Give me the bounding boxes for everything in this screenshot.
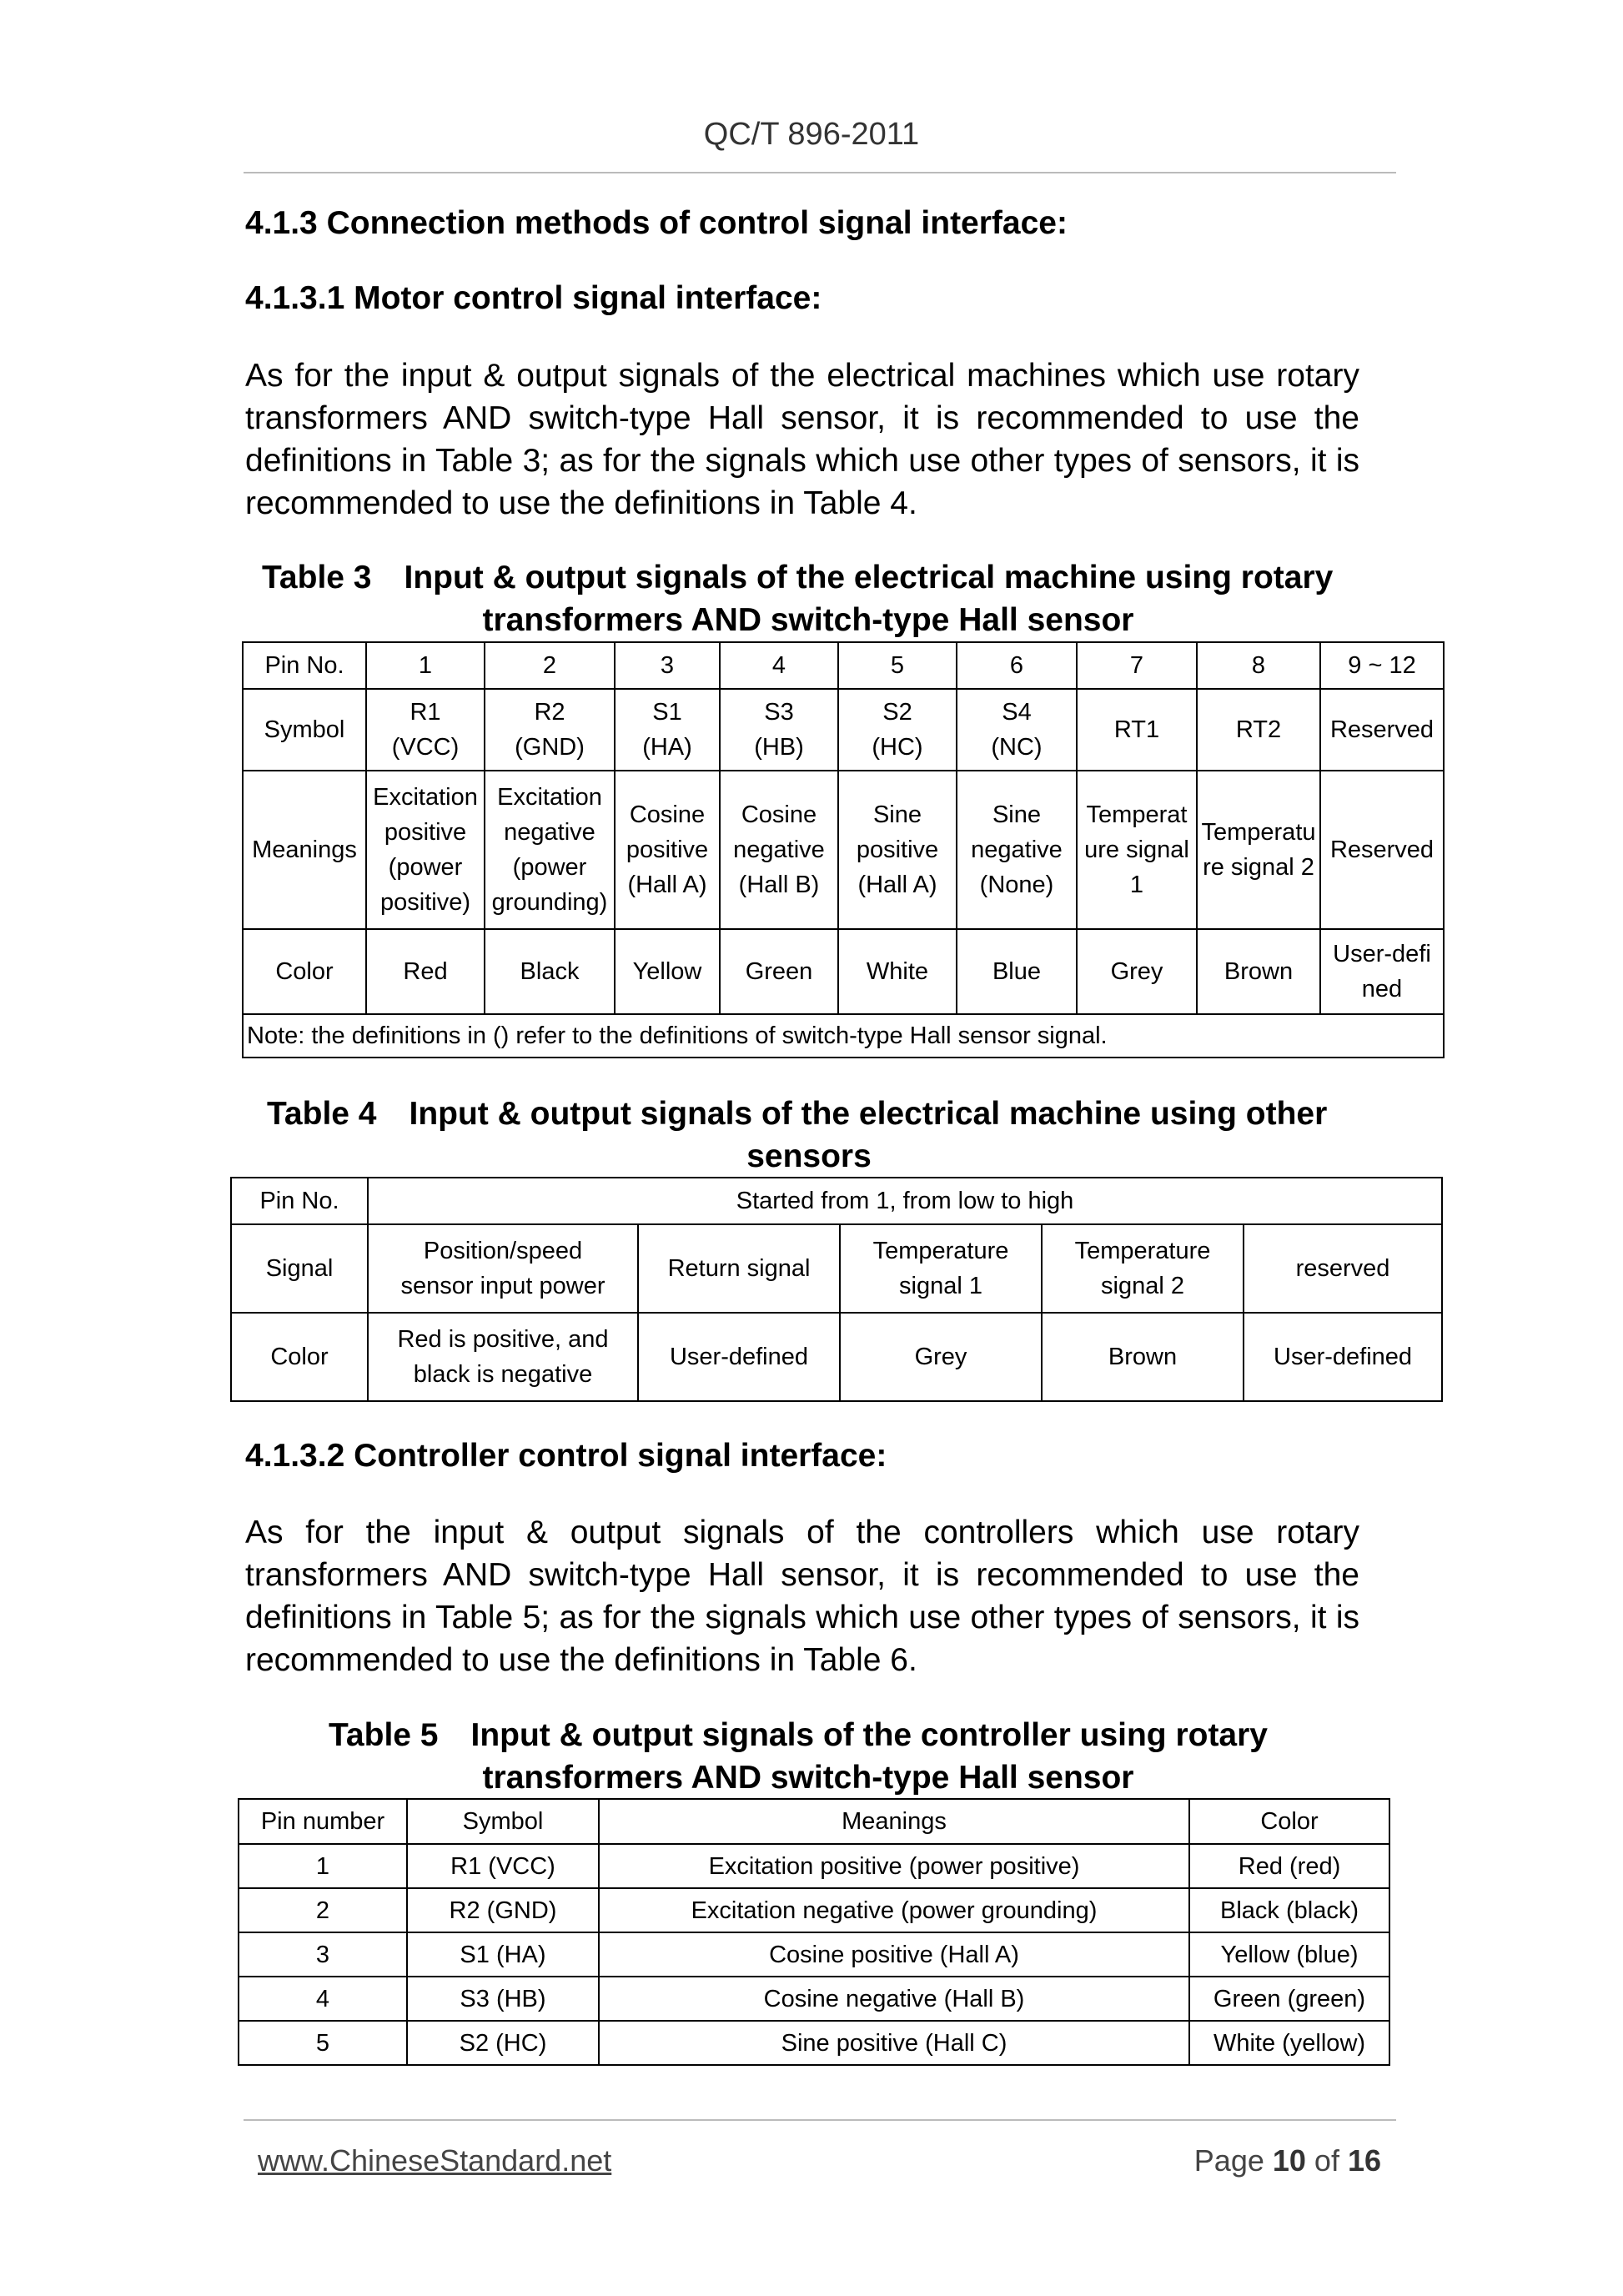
table5-header-cell: Color — [1189, 1799, 1389, 1844]
table5-cell: Yellow (blue) — [1189, 1932, 1389, 1977]
table3-color-cell — [615, 929, 720, 1014]
cell-line: reserved — [1295, 1255, 1390, 1282]
cell-line: grounding) — [491, 889, 608, 916]
table5-cell: 1 — [239, 1844, 407, 1888]
section-heading-4-1-3-1: 4.1.3.1 Motor control signal interface: — [245, 280, 822, 316]
table5-cell: S2 (HC) — [407, 2021, 599, 2065]
cell-line: User-defi — [1333, 941, 1431, 967]
table3-symbol-row — [243, 689, 1444, 771]
table3-color-cell — [1197, 929, 1320, 1014]
table5-header-cell: Meanings — [599, 1799, 1189, 1844]
table4-color-cell — [1244, 1313, 1442, 1401]
cell-line: S3 — [764, 699, 794, 726]
paragraph-line: transformers AND switch-type Hall sensor, it is recommended to use the — [245, 1557, 1359, 1593]
cell-line: Red is positive, and — [397, 1326, 609, 1353]
table3-symbol-label: Symbol — [243, 689, 366, 771]
cell-line: RT2 — [1235, 716, 1282, 743]
cell-line: R1 — [410, 699, 441, 726]
cell-line: positive — [384, 819, 467, 846]
table3-pin-cell: 2 — [485, 642, 615, 689]
cell-line: S4 — [1002, 699, 1032, 726]
section-heading-4-1-3: 4.1.3 Connection methods of control signal interface: — [245, 205, 1068, 241]
table3-note-row — [243, 1014, 1444, 1058]
table5-cell: Sine positive (Hall C) — [599, 2021, 1189, 2065]
table3-pin-row — [243, 642, 1444, 689]
table5-cell: R1 (VCC) — [407, 1844, 599, 1888]
paragraph-line: transformers AND switch-type Hall sensor, it is recommended to use the — [245, 400, 1359, 436]
table5-cell: Green (green) — [1189, 1977, 1389, 2021]
table3-caption-line2: transformers AND switch-type Hall sensor — [482, 602, 1134, 638]
table5-cell: 5 — [239, 2021, 407, 2065]
cell-line: (Hall A) — [857, 872, 937, 898]
table3-caption — [262, 556, 1354, 641]
table3-pin-cell: 5 — [838, 642, 957, 689]
table5-cell: Excitation positive (power positive) — [599, 1844, 1189, 1888]
table5-caption-line1: Table 5 Input & output signals of the controller using rotary — [329, 1717, 1268, 1753]
table3-meaning-cell — [1077, 771, 1197, 929]
cell-line: Cosine — [741, 801, 817, 828]
cell-line: User-defined — [669, 1344, 809, 1370]
footer-divider — [244, 2119, 1396, 2121]
paragraph-line: definitions in Table 3; as for the signals which use other types of sensors, it is — [245, 443, 1359, 479]
table3-color-cell — [485, 929, 615, 1014]
table3-meaning-cell — [1320, 771, 1444, 929]
table3-pin-label: Pin No. — [243, 642, 366, 689]
cell-line: (power — [512, 854, 587, 881]
table3-pin-cell: 9 ~ 12 — [1320, 642, 1444, 689]
table3-symbol-cell — [615, 689, 720, 771]
paragraph-line: As for the input & output signals of the electrical machines which use rotary — [245, 358, 1359, 394]
table4-color-cell — [1042, 1313, 1244, 1401]
table3-symbol-cell — [720, 689, 838, 771]
table4-caption-line2: sensors — [746, 1138, 872, 1174]
table5-cell: Cosine negative (Hall B) — [599, 1977, 1189, 2021]
table3-symbol-cell — [1077, 689, 1197, 771]
page-header-doc-id: QC/T 896-2011 — [703, 117, 920, 152]
table4-caption-line1: Table 4 Input & output signals of the electrical machine using other — [267, 1096, 1328, 1132]
table5 — [238, 1798, 1390, 2066]
table3-pin-cell: 4 — [720, 642, 838, 689]
table3-meaning-cell — [485, 771, 615, 929]
paragraph-line: recommended to use the definitions in Table 4. — [245, 485, 917, 521]
table-row — [239, 1844, 1389, 1888]
cell-line: re signal 2 — [1203, 854, 1314, 881]
cell-line: negative — [733, 837, 825, 863]
table-row — [239, 1932, 1389, 1977]
table4-color-row — [231, 1313, 1442, 1401]
table4-signal-cell — [368, 1224, 638, 1313]
cell-line: Sine — [872, 801, 922, 828]
cell-line: black is negative — [413, 1361, 593, 1388]
cell-line: ure signal — [1084, 837, 1189, 863]
table3-meanings-label: Meanings — [243, 771, 366, 929]
table3-meanings-row — [243, 771, 1444, 929]
cell-line: Temperat — [1086, 801, 1188, 828]
table3-symbol-cell — [485, 689, 615, 771]
table3-color-cell — [957, 929, 1077, 1014]
cell-line: (Hall B) — [738, 872, 820, 898]
table5-cell: S3 (HB) — [407, 1977, 599, 2021]
cell-line: positive — [626, 837, 709, 863]
cell-line: (NC) — [991, 734, 1043, 761]
table3-meaning-cell — [720, 771, 838, 929]
table5-caption-line2: transformers AND switch-type Hall sensor — [482, 1760, 1134, 1796]
cell-line: Green — [745, 958, 813, 985]
section-heading-4-1-3-2: 4.1.3.2 Controller control signal interface: — [245, 1438, 887, 1474]
table4-pin-label: Pin No. — [231, 1178, 368, 1224]
table4-pin-value: Started from 1, from low to high — [368, 1178, 1442, 1224]
table3-symbol-cell — [1197, 689, 1320, 771]
table5-header-cell: Pin number — [239, 1799, 407, 1844]
cell-line: Position/speed — [423, 1238, 583, 1264]
table5-header-row — [239, 1799, 1389, 1844]
paragraph-line: As for the input & output signals of the controllers which use rotary — [245, 1515, 1359, 1550]
table4-caption — [267, 1093, 1351, 1178]
table3-meaning-cell — [366, 771, 485, 929]
table-row — [239, 1977, 1389, 2021]
cell-line: S2 — [882, 699, 912, 726]
cell-line: Black — [520, 958, 580, 985]
table3-pin-cell: 8 — [1197, 642, 1320, 689]
table4-signal-cell — [638, 1224, 840, 1313]
table3-pin-cell: 6 — [957, 642, 1077, 689]
table5-cell: White (yellow) — [1189, 2021, 1389, 2065]
cell-line: Grey — [1110, 958, 1163, 985]
cell-line: ned — [1361, 976, 1403, 1002]
table3-pin-cell: 7 — [1077, 642, 1197, 689]
cell-line: signal 1 — [899, 1273, 982, 1299]
table-row — [239, 2021, 1389, 2065]
table3 — [242, 641, 1445, 1058]
cell-line: Temperature — [1074, 1238, 1211, 1264]
cell-line: RT1 — [1113, 716, 1160, 743]
paragraph-controller-signals — [245, 1511, 1359, 1681]
cell-line: 1 — [1129, 872, 1144, 898]
table3-note: Note: the definitions in () refer to the definitions of switch-type Hall sensor signal. — [243, 1014, 1444, 1058]
cell-line: sensor input power — [400, 1273, 605, 1299]
table3-caption-line1: Table 3 Input & output signals of the electrical machine using rotary — [262, 560, 1334, 595]
cell-line: (VCC) — [391, 734, 460, 761]
cell-line: Excitation — [373, 784, 478, 811]
table5-cell: Excitation negative (power grounding) — [599, 1888, 1189, 1932]
paragraph-line: definitions in Table 5; as for the signals which use other types of sensors, it is — [245, 1600, 1359, 1635]
table3-meaning-cell — [957, 771, 1077, 929]
cell-line: Blue — [992, 958, 1042, 985]
table3-pin-cell: 3 — [615, 642, 720, 689]
table-row — [239, 1888, 1389, 1932]
paragraph-motor-signals — [245, 354, 1359, 525]
table4-signal-row — [231, 1224, 1442, 1313]
table4-signal-cell — [1042, 1224, 1244, 1313]
cell-line: User-defined — [1274, 1344, 1413, 1370]
table5-caption — [329, 1714, 1288, 1799]
cell-line: (HC) — [872, 734, 923, 761]
table5-cell: Red (red) — [1189, 1844, 1389, 1888]
table5-cell: 2 — [239, 1888, 407, 1932]
table3-color-label: Color — [243, 929, 366, 1014]
table4-signal-cell — [840, 1224, 1042, 1313]
table3-meaning-cell — [1197, 771, 1320, 929]
table3-symbol-cell — [957, 689, 1077, 771]
table4-pin-row — [231, 1178, 1442, 1224]
cell-line: (HA) — [642, 734, 692, 761]
cell-line: Yellow — [632, 958, 702, 985]
cell-line: signal 2 — [1101, 1273, 1184, 1299]
table3-color-cell — [720, 929, 838, 1014]
table5-cell: 4 — [239, 1977, 407, 2021]
cell-line: R2 — [534, 699, 565, 726]
cell-line: (HB) — [754, 734, 804, 761]
page-total: 16 — [1347, 2143, 1381, 2178]
cell-line: White — [866, 958, 929, 985]
cell-line: Grey — [914, 1344, 967, 1370]
table4-color-cell — [638, 1313, 840, 1401]
table4 — [230, 1177, 1443, 1402]
table3-color-cell — [1077, 929, 1197, 1014]
paragraph-line: recommended to use the definitions in Table 6. — [245, 1642, 917, 1678]
table4-signal-label: Signal — [231, 1224, 368, 1313]
page-number: 10 — [1272, 2143, 1306, 2178]
table4-color-cell — [840, 1313, 1042, 1401]
cell-line: Brown — [1224, 958, 1294, 985]
page-prefix: Page — [1193, 2143, 1273, 2178]
table3-meaning-cell — [838, 771, 957, 929]
table3-color-cell — [1320, 929, 1444, 1014]
table3-pin-cell: 1 — [366, 642, 485, 689]
table3-color-cell — [366, 929, 485, 1014]
cell-line: (GND) — [515, 734, 585, 761]
cell-line: negative — [504, 819, 595, 846]
cell-line: Reserved — [1329, 837, 1435, 863]
cell-line: (Hall A) — [627, 872, 707, 898]
cell-line: Red — [403, 958, 448, 985]
cell-line: Reserved — [1329, 716, 1435, 743]
footer-page-indicator — [1194, 2143, 1381, 2178]
table5-cell: Black (black) — [1189, 1888, 1389, 1932]
table4-signal-cell — [1244, 1224, 1442, 1313]
table5-cell: Cosine positive (Hall A) — [599, 1932, 1189, 1977]
table3-symbol-cell — [1320, 689, 1444, 771]
cell-line: positive — [856, 837, 939, 863]
table4-color-label: Color — [231, 1313, 368, 1401]
table3-color-cell — [838, 929, 957, 1014]
table5-cell: S1 (HA) — [407, 1932, 599, 1977]
page-separator: of — [1305, 2143, 1348, 2178]
cell-line: Cosine — [629, 801, 706, 828]
cell-line: Brown — [1108, 1344, 1178, 1370]
table5-cell: R2 (GND) — [407, 1888, 599, 1932]
table4-color-cell — [368, 1313, 638, 1401]
table3-symbol-cell — [838, 689, 957, 771]
cell-line: (power — [388, 854, 463, 881]
cell-line: Sine — [992, 801, 1042, 828]
table3-meaning-cell — [615, 771, 720, 929]
cell-line: S1 — [652, 699, 682, 726]
table5-header-cell: Symbol — [407, 1799, 599, 1844]
cell-line: positive) — [380, 889, 470, 916]
cell-line: Return signal — [667, 1255, 811, 1282]
cell-line: Temperatu — [1201, 819, 1316, 846]
cell-line: Excitation — [497, 784, 602, 811]
header-divider — [244, 172, 1396, 173]
table3-color-row — [243, 929, 1444, 1014]
cell-line: (None) — [979, 872, 1054, 898]
table3-symbol-cell — [366, 689, 485, 771]
cell-line: Temperature — [872, 1238, 1009, 1264]
footer-website-link[interactable]: www.ChineseStandard.net — [258, 2143, 612, 2178]
table5-cell: 3 — [239, 1932, 407, 1977]
cell-line: negative — [971, 837, 1063, 863]
